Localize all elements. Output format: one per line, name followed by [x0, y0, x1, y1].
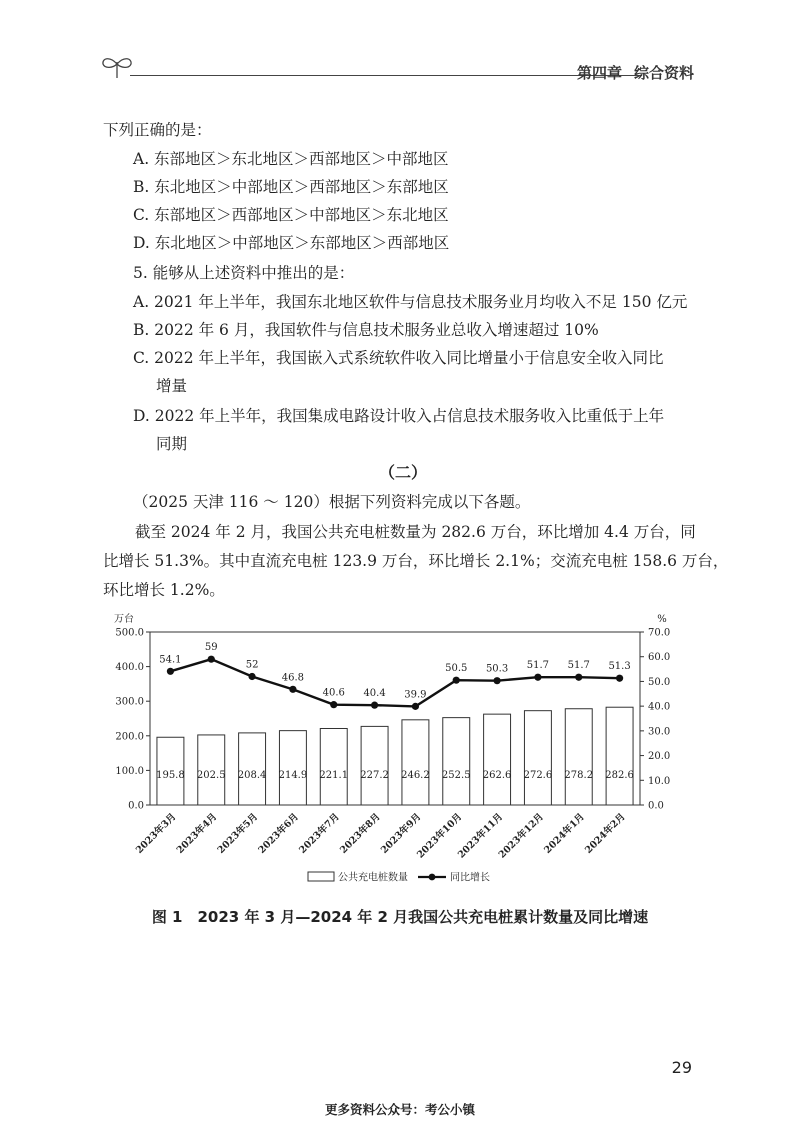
x-category-label: 2023年10月 — [415, 811, 465, 861]
growth-value-label: 51.7 — [526, 660, 550, 672]
legend-bar-label: 公共充电桩数量 — [338, 872, 408, 884]
bar-value-label: 282.6 — [605, 770, 634, 781]
bar — [606, 707, 633, 805]
x-category-label: 2023年8月 — [338, 811, 383, 856]
growth-value-label: 46.8 — [281, 672, 305, 684]
bar — [279, 731, 306, 805]
bar — [524, 711, 551, 805]
bar — [402, 720, 429, 805]
growth-point — [493, 677, 500, 684]
bar — [484, 714, 511, 805]
right-tick-label: 30.0 — [648, 726, 671, 738]
right-axis-unit: % — [657, 614, 667, 625]
chapter-topic: 综合资料 — [633, 64, 694, 82]
growth-point — [453, 677, 460, 684]
right-tick-label: 20.0 — [648, 751, 671, 763]
growth-point — [167, 668, 174, 675]
growth-value-label: 39.9 — [404, 689, 427, 701]
growth-point — [371, 702, 378, 709]
x-category-label: 2023年12月 — [496, 811, 547, 861]
bar — [361, 726, 388, 805]
x-category-label: 2023年6月 — [256, 811, 302, 856]
left-tick-label: 400.0 — [115, 662, 144, 674]
section-title: （二） — [378, 463, 427, 482]
left-axis-unit: 万台 — [114, 614, 134, 625]
x-category-label: 2023年9月 — [378, 811, 424, 856]
bar-value-label: 214.9 — [278, 770, 308, 781]
q4-option-d: D. 东北地区＞中部地区＞东部地区＞西部地区 — [133, 234, 450, 252]
left-tick-label: 300.0 — [115, 696, 144, 708]
figure-caption: 图 1 2023 年 3 月—2024 年 2 月我国公共充电桩累计数量及同比增速 — [151, 908, 649, 926]
right-tick-label: 60.0 — [648, 652, 671, 664]
growth-point — [616, 675, 623, 682]
chapter-number: 第四章 — [576, 64, 622, 82]
right-tick-label: 50.0 — [648, 676, 671, 688]
growth-value-label: 54.1 — [159, 654, 182, 666]
question4-stem: 下列正确的是： — [103, 121, 212, 139]
bar-value-label: 227.2 — [360, 770, 389, 781]
growth-value-label: 51.7 — [567, 660, 590, 672]
q4-option-a: A. 东部地区＞东北地区＞西部地区＞中部地区 — [133, 150, 449, 168]
growth-point — [575, 674, 582, 681]
footer-note: 更多资料公众号：考公小镇 — [324, 1102, 475, 1117]
growth-value-label: 40.4 — [363, 688, 386, 700]
left-tick-label: 100.0 — [115, 765, 144, 777]
paragraph-line-3: 环比增长 1.2%。 — [103, 581, 225, 599]
bar — [565, 709, 592, 805]
q5-option-c-cont: 增量 — [156, 377, 188, 395]
growth-value-label: 52 — [245, 659, 259, 671]
growth-point — [248, 673, 255, 680]
left-tick-label: 0.0 — [128, 800, 144, 812]
x-category-label: 2023年5月 — [215, 811, 261, 856]
q4-option-c: C. 东部地区＞西部地区＞中部地区＞东北地区 — [133, 206, 449, 224]
x-category-label: 2024年1月 — [542, 811, 587, 856]
sprout-icon — [100, 52, 134, 80]
x-category-label: 2023年4月 — [174, 811, 220, 856]
q4-option-b: B. 东北地区＞中部地区＞西部地区＞东部地区 — [133, 178, 449, 196]
section-source: （2025 天津 116 ～ 120）根据下列资料完成以下各题。 — [133, 493, 531, 511]
q5-option-c: C. 2022 年上半年，我国嵌入式系统软件收入同比增量小于信息安全收入同比 — [133, 349, 664, 367]
bar-value-label: 202.5 — [196, 770, 226, 781]
left-tick-label: 500.0 — [115, 627, 144, 639]
paragraph-line-2: 比增长 51.3%。其中直流充电桩 123.9 万台，环比增长 2.1%；交流充电桩 158.6 万台， — [103, 552, 729, 570]
x-category-label: 2023年11月 — [455, 811, 506, 861]
legend-line-point — [429, 874, 436, 881]
bar — [443, 718, 470, 805]
x-category-label: 2024年2月 — [583, 811, 628, 856]
q5-option-d: D. 2022 年上半年，我国集成电路设计收入占信息技术服务收入比重低于上年 — [133, 407, 665, 425]
right-tick-label: 70.0 — [648, 627, 671, 639]
growth-point — [534, 674, 541, 681]
growth-point — [330, 701, 337, 708]
growth-value-label: 40.6 — [322, 687, 345, 699]
bar-value-label: 252.5 — [441, 770, 471, 781]
growth-value-label: 51.3 — [608, 661, 631, 673]
x-category-label: 2023年7月 — [297, 811, 342, 856]
page-number: 29 — [671, 1058, 692, 1077]
bar — [239, 733, 266, 805]
growth-value-label: 50.3 — [485, 663, 509, 675]
bar-value-label: 246.2 — [401, 770, 430, 781]
bar-value-label: 278.2 — [564, 770, 594, 781]
q5-option-d-cont: 同期 — [156, 435, 188, 453]
bar-value-label: 221.1 — [319, 770, 349, 781]
q5-option-a: A. 2021 年上半年，我国东北地区软件与信息技术服务业月均收入不足 150 亿元 — [133, 293, 688, 311]
growth-line — [170, 659, 619, 706]
right-tick-label: 40.0 — [648, 701, 671, 713]
question5-stem: 5. 能够从上述资料中推出的是： — [133, 264, 355, 282]
growth-value-label: 50.5 — [445, 663, 468, 675]
legend-line-label: 同比增长 — [450, 872, 490, 884]
chart-svg — [100, 600, 700, 900]
legend-bar-swatch — [308, 872, 334, 881]
left-tick-label: 200.0 — [115, 731, 144, 743]
right-tick-label: 0.0 — [648, 800, 664, 812]
right-tick-label: 10.0 — [648, 775, 671, 787]
growth-point — [412, 703, 419, 710]
q5-option-b: B. 2022 年 6 月，我国软件与信息技术服务业总收入增速超过 10% — [133, 321, 599, 339]
bar-value-label: 208.4 — [237, 770, 267, 781]
growth-value-label: 59 — [204, 642, 218, 654]
page-header — [100, 48, 700, 88]
bar-value-label: 272.6 — [523, 770, 553, 781]
paragraph-line-1: 截至 2024 年 2 月，我国公共充电桩数量为 282.6 万台，环比增加 4.4 万台，同 — [135, 523, 696, 541]
bar — [320, 728, 347, 805]
bar-value-label: 195.8 — [156, 770, 185, 781]
growth-point — [208, 656, 215, 663]
charging-pile-chart — [100, 600, 700, 900]
growth-point — [289, 686, 296, 693]
header-rule — [130, 75, 642, 76]
chapter-title — [577, 62, 694, 83]
bar-value-label: 262.6 — [482, 770, 512, 781]
x-category-label: 2023年3月 — [133, 811, 179, 856]
